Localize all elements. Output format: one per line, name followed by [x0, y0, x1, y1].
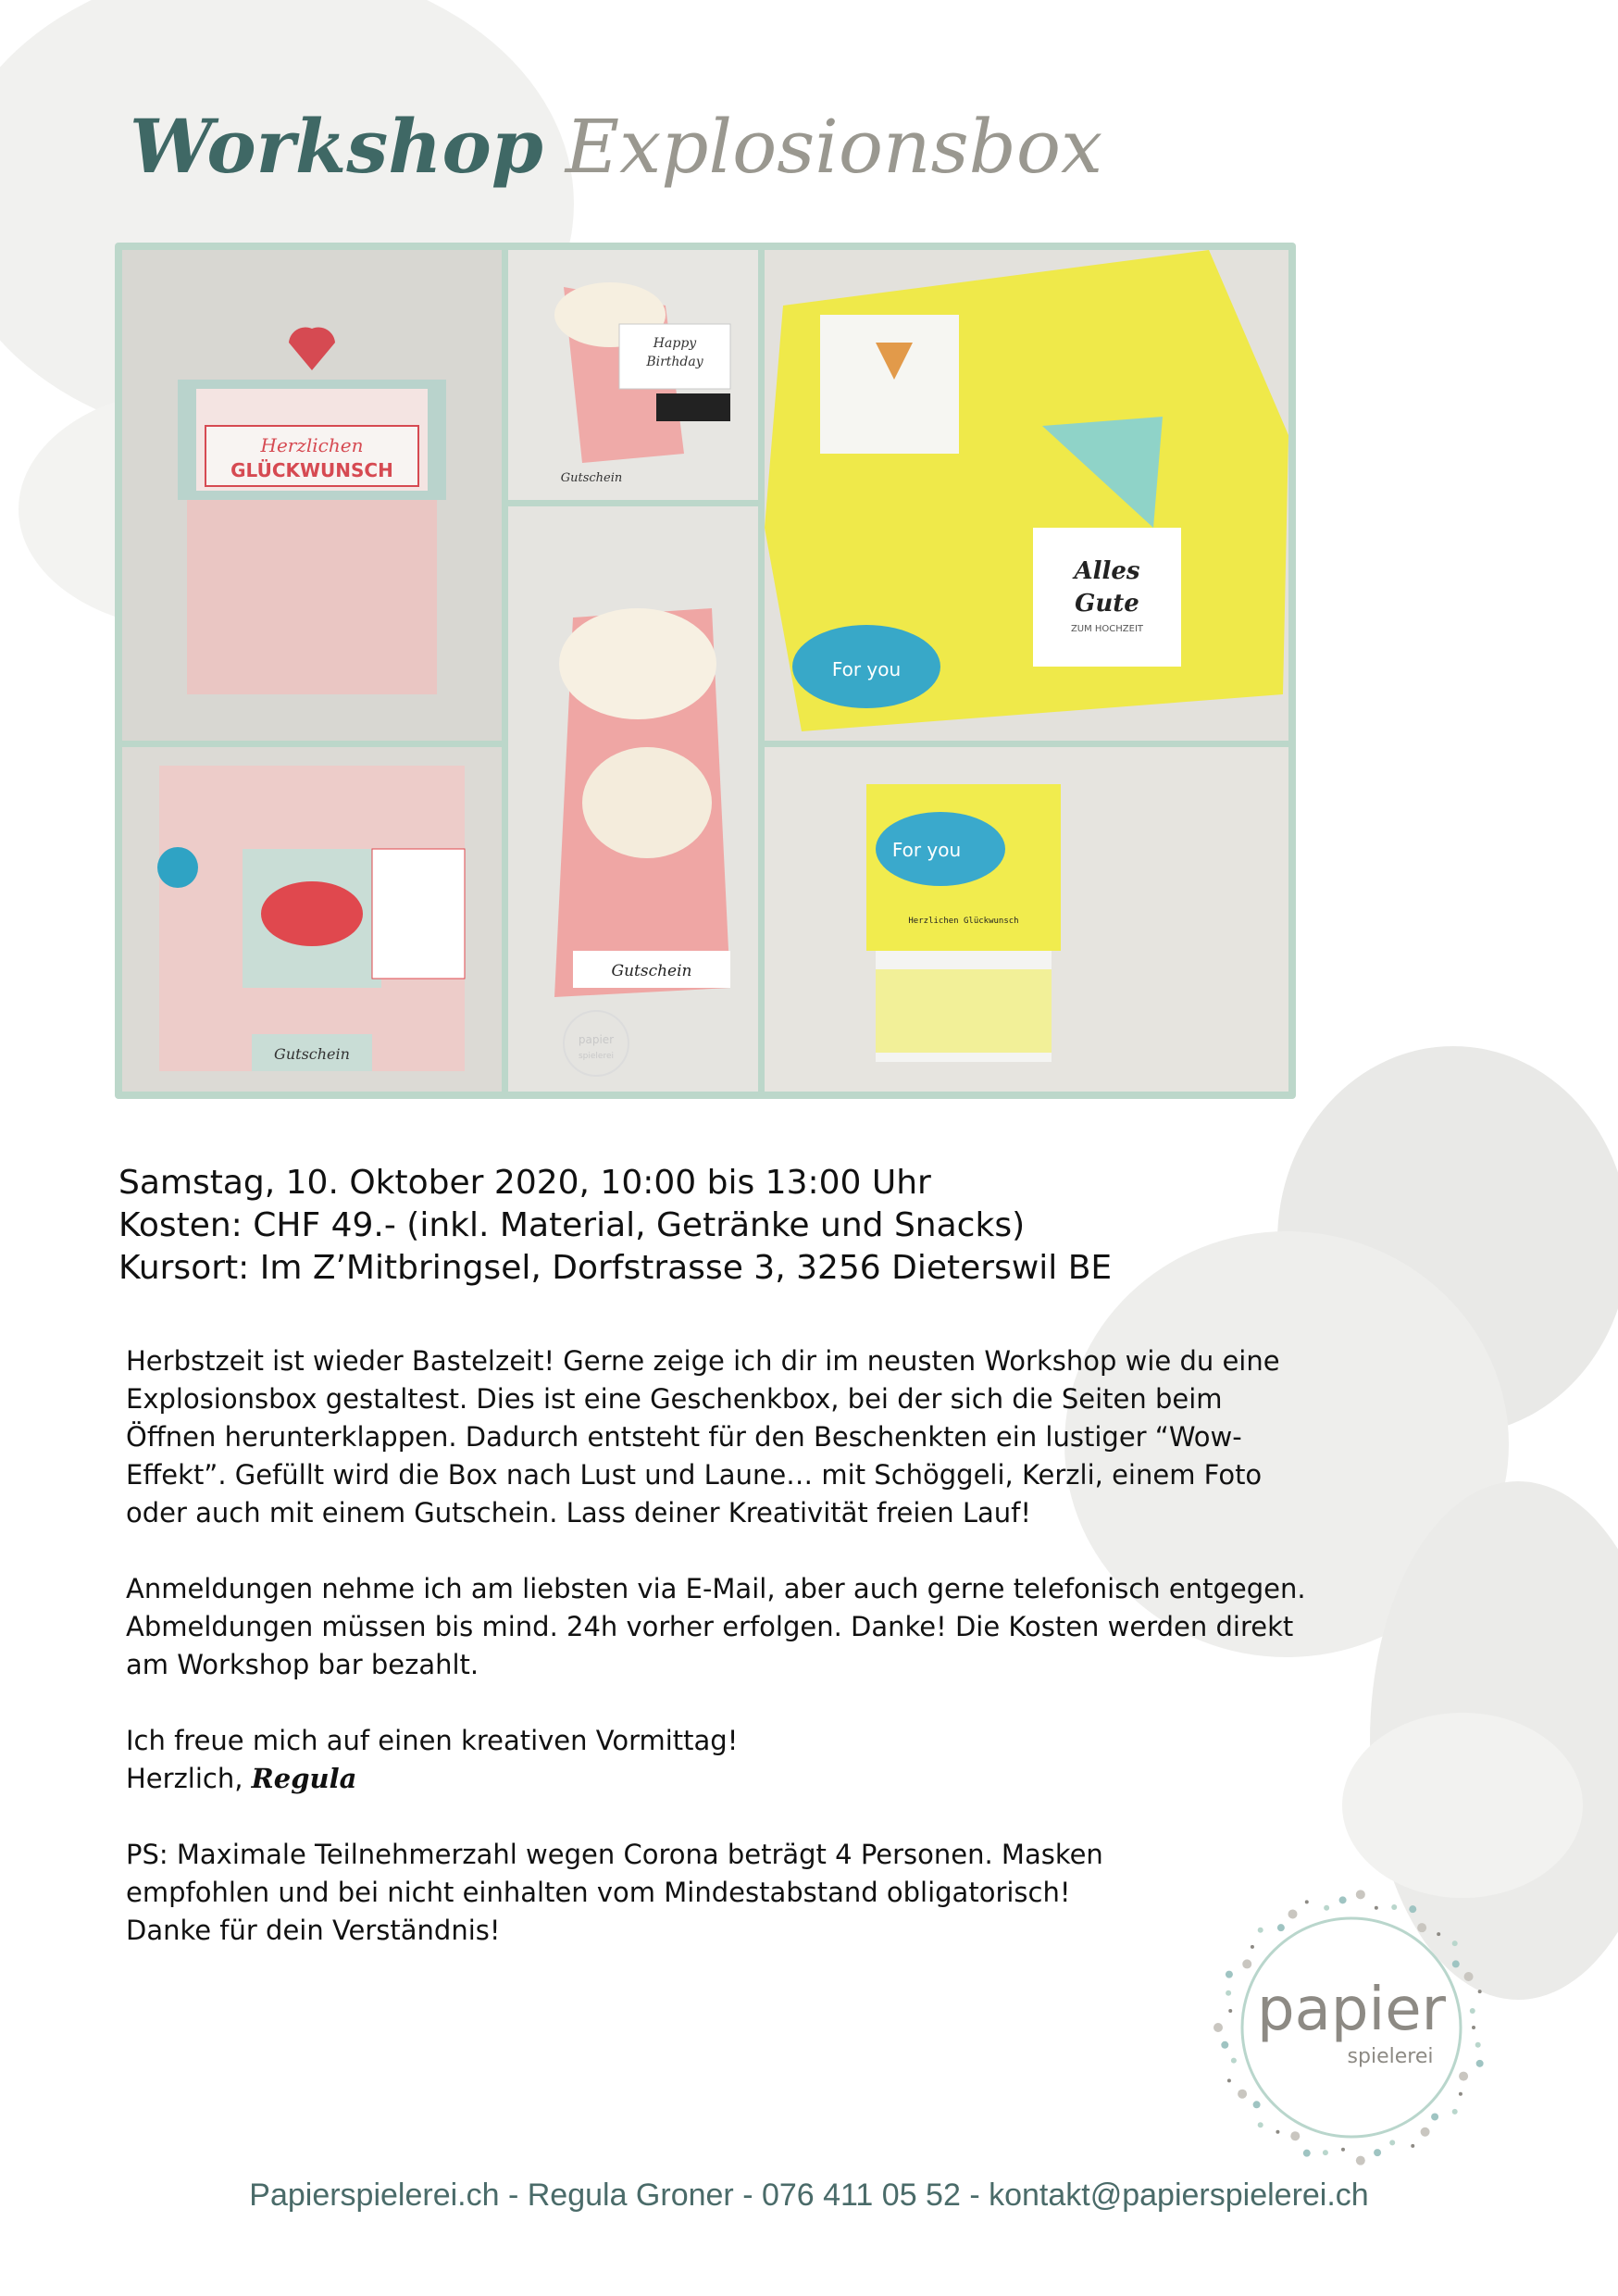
p5-text-1: Gutschein: [611, 962, 692, 980]
p6-text-2: Herzlichen Glückwunsch: [908, 917, 1019, 926]
logo-dot: [1251, 1945, 1254, 1949]
registration-paragraph: Anmeldungen nehme ich am liebsten via E-Mail, aber auch gerne telefonisch entgegen. Abmeldungen müssen bis mind. 24h vorher erfolgen. Danke! Die Kosten werden direkt am Workshop bar bezahlt.: [126, 1573, 1306, 1680]
photo-red-box-open: [122, 747, 502, 1092]
p3-text-3: ZUM HOCHZEIT: [1070, 624, 1144, 634]
logo-dot: [1391, 1904, 1397, 1910]
logo-dot: [1417, 1923, 1426, 1932]
signature: Regula: [251, 1763, 357, 1794]
photo-yellow-box: [765, 250, 1288, 741]
logo-dot: [1303, 2150, 1311, 2157]
watercolor-right-4: [1342, 1713, 1583, 1898]
p6-text-1: For you: [891, 839, 962, 861]
p1-text-1: Herzlichen: [260, 434, 364, 456]
event-cost: Kosten: CHF 49.- (inkl. Material, Getränke und Snacks): [118, 1206, 1026, 1244]
logo-dot: [1258, 1928, 1263, 1933]
logo-dot: [1411, 2144, 1414, 2148]
logo-dot: [1214, 2023, 1223, 2032]
logo-dot: [1305, 1900, 1309, 1903]
photo-red-box: [122, 250, 502, 741]
p2-text-2: Birthday: [646, 355, 703, 369]
logo-dot: [1339, 1896, 1347, 1903]
logo-dot: [1470, 2008, 1475, 2014]
p5-text-3: spielerei: [578, 1052, 615, 1061]
logo-dot: [1276, 2130, 1279, 2134]
logo-dot: [1258, 2122, 1263, 2128]
logo-dot: [1459, 2072, 1468, 2081]
closing-line: Ich freue mich auf einen kreativen Vormittag!: [126, 1725, 739, 1756]
logo-dot: [1421, 2128, 1430, 2137]
title-workshop: Workshop: [130, 103, 543, 190]
logo-dot: [1478, 1990, 1482, 1993]
logo-dot: [1290, 2131, 1300, 2140]
intro-paragraph: Herbstzeit ist wieder Bastelzeit! Gerne zeige ich dir im neusten Workshop wie du eine Explosionsbox gestaltest. Dies ist eine Geschenkbox, bei der sich die Seiten beim Öffnen herunterklappen. Dadurch entsteht für den Beschenkten ein lustiger “Wow-Effekt”. Gefüllt wird die Box nach Lust und Laune… mit Schöggeli, Kerzli, einem Foto oder auch mit einem Gutschein. Lass deiner Kreativität freien Lauf!: [126, 1345, 1280, 1529]
logo-dot: [1277, 1924, 1285, 1931]
logo-dot: [1228, 2009, 1232, 2013]
logo-dot: [1221, 2041, 1228, 2049]
logo-text-spielerei: spielerei: [1347, 2045, 1434, 2068]
photo-collage: [115, 243, 1296, 1099]
logo-dot: [1437, 1932, 1440, 1936]
greeting: Herzlich,: [126, 1763, 243, 1794]
logo-dot: [1452, 1940, 1458, 1946]
page-title: [130, 102, 1102, 192]
logo-dot: [1341, 2148, 1345, 2152]
logo-dot: [1227, 2078, 1231, 2082]
logo-dot: [1459, 2092, 1462, 2096]
logo-dot: [1288, 1909, 1298, 1918]
p3-text-4: For you: [831, 658, 902, 680]
logo-dot: [1389, 2140, 1395, 2145]
photo-popcorn-gutschein: [508, 506, 758, 1092]
papierspielerei-logo: [1213, 1889, 1490, 2166]
event-date: Samstag, 10. Oktober 2020, 10:00 bis 13:00 Uhr: [118, 1164, 931, 1202]
logo-dot: [1476, 2060, 1484, 2067]
event-info: [118, 1162, 1414, 1290]
p4-text-1: Gutschein: [274, 1045, 350, 1063]
logo-dot: [1253, 2101, 1261, 2108]
logo-dot: [1409, 1905, 1416, 1913]
logo-dot: [1452, 2109, 1458, 2115]
photo-yellow-box-closed: [765, 747, 1288, 1092]
p2-text-1: Happy: [653, 336, 697, 351]
logo-dot: [1356, 2156, 1365, 2165]
logo-dot: [1226, 1971, 1233, 1978]
body-text: [126, 1342, 1311, 1988]
logo-text-papier: papier: [1257, 1976, 1446, 2044]
logo-dot: [1226, 1990, 1231, 1996]
logo-dot: [1464, 1972, 1474, 1981]
logo-dot: [1375, 1906, 1378, 1910]
logo-dot: [1374, 2149, 1381, 2156]
logo-dot: [1472, 2026, 1475, 2029]
logo-dot: [1324, 1905, 1329, 1911]
logo-dot: [1238, 2090, 1247, 2099]
footer-contact: Papierspielerei.ch - Regula Groner - 076 411 05 52 - kontakt@papierspielerei.ch: [249, 2177, 1369, 2213]
title-explosionsbox: Explosionsbox: [565, 104, 1103, 190]
logo-dot: [1475, 2042, 1481, 2048]
closing-paragraph: [126, 1722, 1311, 1798]
p5-text-2: papier: [578, 1033, 615, 1046]
logo-dot: [1356, 1890, 1365, 1899]
logo-dot: [1231, 2058, 1237, 2064]
ps-paragraph: PS: Maximale Teilnehmerzahl wegen Corona beträgt 4 Personen. Masken empfohlen und bei nicht einhalten vom Mindestabstand obligatorisch! Danke für dein Verständnis!: [126, 1839, 1103, 1946]
logo-dot: [1431, 2113, 1438, 2120]
photo-popcorn-birthday: [508, 250, 758, 500]
p2-text-3: Gutschein: [560, 471, 623, 485]
logo-dot: [1242, 1959, 1251, 1968]
logo-dot: [1323, 2150, 1328, 2155]
p3-text-1: Alles: [1074, 557, 1140, 585]
p3-text-2: Gute: [1075, 590, 1139, 618]
event-location: Kursort: Im Z’Mitbringsel, Dorfstrasse 3, 3256 Dieterswil BE: [118, 1249, 1113, 1287]
p1-text-2: GLÜCKWUNSCH: [230, 459, 393, 481]
logo-dot: [1452, 1960, 1460, 1967]
